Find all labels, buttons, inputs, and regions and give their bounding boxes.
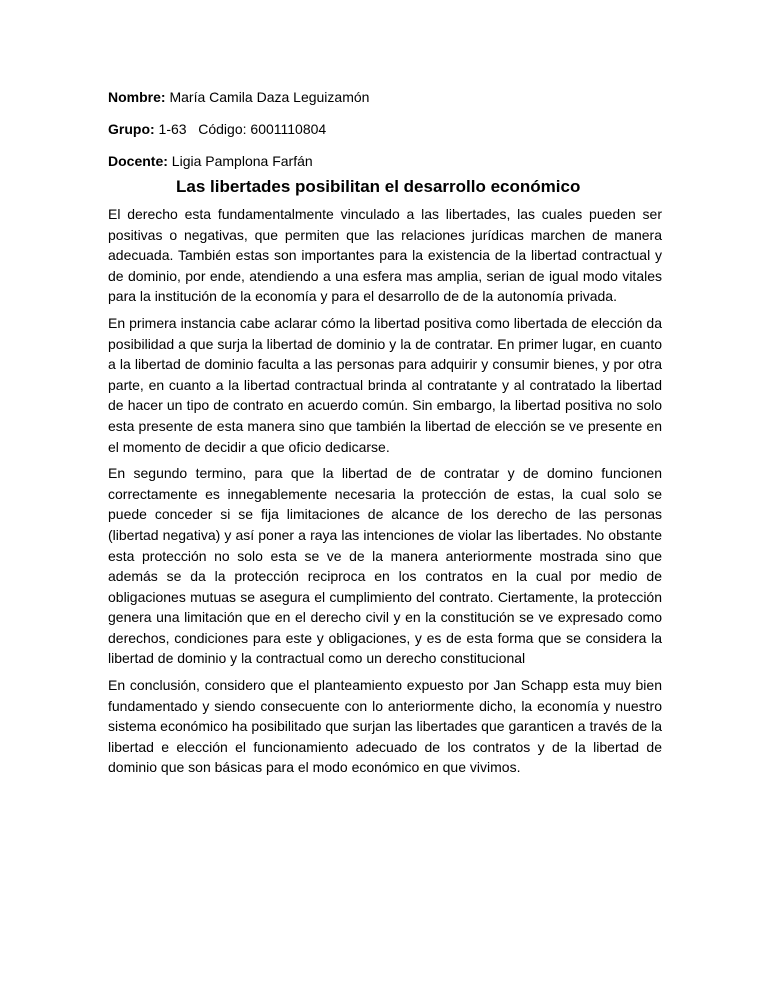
paragraph-second-term: En segundo termino, para que la libertad de de contratar y de domino funcionen correctamente es innegablemente necesaria la protección de estas, la cual solo se puede conceder si se fija limitaciones de alcance de los derecho de las personas (libertad negativa) y así poner a raya las intenciones de violar las libertades. No obstante esta protección no solo esta se ve de la manera anteriormente mostrada sino que además se da la protección reciproca en los contratos en la cual por medio de obligaciones mutuas se asegura el cumplimiento del contrato. Ciertamente, la protección genera una limitación que en el derecho civil y en la constitución se ve expresado como derechos, condiciones para este y obligaciones, y es de esta forma que se considera la libertad de dominio y la contractual como un derecho constitucional: [108, 465, 662, 667]
student-name-line: [108, 88, 662, 106]
group-code-line: [108, 120, 662, 138]
code-value: 6001110804: [250, 121, 327, 137]
teacher-value: Ligia Pamplona Farfán: [171, 153, 313, 169]
paragraph-first-instance: En primera instancia cabe aclarar cómo la libertad positiva como libertada de elección da posibilidad a que surja la libertad de dominio y la de contratar. En primer lugar, en cuanto a la libertad de dominio faculta a las personas para adquirir y consumir bienes, y por otra parte, en cuanto a la libertad contractual brinda al contratante y al contratado la libertad de hacer un tipo de contrato en acuerdo común. Sin embargo, la libertad positiva no solo esta presente de esta manera sino que también la libertad de elección se ve presente en el momento de decidir a que oficio dedicarse.: [108, 314, 662, 455]
code-label: Código:: [198, 121, 247, 137]
teacher-line: [108, 152, 662, 170]
name-label: Nombre:: [108, 89, 166, 105]
group-label: Grupo:: [108, 121, 155, 137]
essay-title: Las libertades posibilitan el desarrollo económico: [176, 177, 581, 196]
name-value: María Camila Daza Leguizamón: [169, 89, 370, 105]
group-value: 1-63: [158, 121, 187, 137]
paragraph-intro: El derecho esta fundamentalmente vinculado a las libertades, las cuales pueden ser positivas o negativas, que permiten que las relaciones jurídicas marchen de manera adecuada. También estas son importantes para la existencia de la libertad contractual y de dominio, por ende, atendiendo a una esfera mas amplia, serian de igual modo vitales para la institución de la economía y para el desarrollo de de la autonomía privada.: [108, 206, 662, 305]
document-page: [108, 88, 662, 784]
teacher-label: Docente:: [108, 153, 168, 169]
paragraph-conclusion: En conclusión, considero que el planteamiento expuesto por Jan Schapp esta muy bien fundamentado y siendo consecuente con lo anteriormente dicho, la economía y nuestro sistema económico ha posibilitado que surjan las libertades que garanticen a través de la libertad e elección el funcionamiento adecuado de los contratos y de la libertad de dominio que son básicas para el modo económico en que vivimos.: [108, 677, 662, 776]
